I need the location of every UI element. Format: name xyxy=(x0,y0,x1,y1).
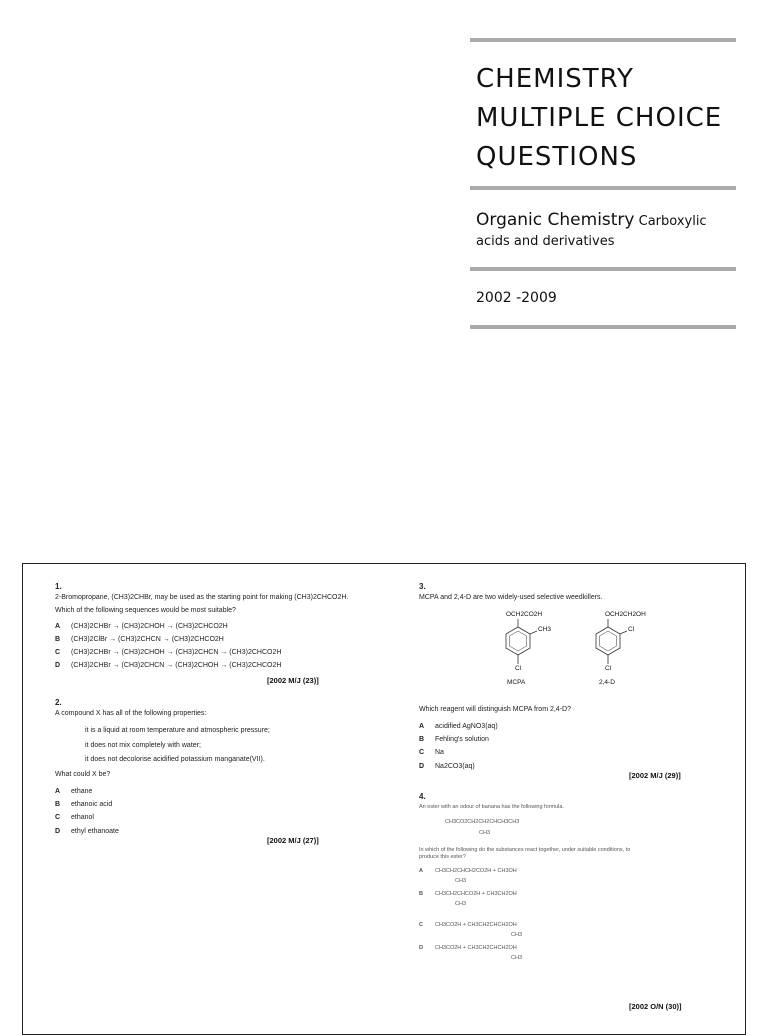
cover-subtitle-rest: Carboxylic acids and derivatives xyxy=(476,214,707,249)
option-a xyxy=(55,788,355,797)
option-letter: D xyxy=(55,662,61,670)
question-text: A compound X has all of the following properties: xyxy=(55,710,207,717)
option-letter: B xyxy=(419,891,423,898)
option-letter: C xyxy=(419,921,423,928)
option-c xyxy=(55,814,355,823)
option-text: ethyl ethanoate xyxy=(71,827,119,835)
option-text: CH3CH2CHCO2H + CH3CH2OH xyxy=(435,891,517,898)
question-number: 3. xyxy=(419,582,426,591)
option-text: (CH3)2CHBr → (CH3)2CHCN → (CH3)2CHOH → (CH3)2CHCO2H xyxy=(71,662,282,670)
mcpa-bottom-group: Cl xyxy=(515,665,522,672)
option-letter: D xyxy=(419,762,425,770)
option-text: ethanol xyxy=(71,814,94,822)
option-letter: D xyxy=(55,827,61,835)
option-text: ethanoic acid xyxy=(71,801,113,808)
cover-rule-3 xyxy=(470,267,736,271)
cover-rule-bottom xyxy=(470,325,736,329)
option-text: CH3CO2H + CH3CH2CHCH2OH xyxy=(435,944,517,951)
cover-title-line-3: QUESTIONS xyxy=(476,142,638,172)
ester-formula-branch: CH3 xyxy=(479,829,491,836)
option-b-branch: CH3 xyxy=(455,901,467,907)
option-text: CH3CO2H + CH3CH2CHCH2OH xyxy=(435,921,517,928)
question-2 xyxy=(55,698,355,841)
2-4-d-name: 2,4-D xyxy=(599,679,615,686)
question-text: 2-Bromopropane, (CH3)2CHBr, may be used as the starting point for making (CH3)2CHCO2H. xyxy=(55,594,349,601)
option-letter: A xyxy=(419,722,425,730)
cover-title-line-1: CHEMISTRY xyxy=(476,64,634,94)
question-4-reference: [2002 O/N (30)] xyxy=(629,1002,682,1011)
mcpa-side-group: CH3 xyxy=(538,626,552,633)
question-prompt: Which reagent will distinguish MCPA from 2,4-D? xyxy=(419,706,571,713)
option-d xyxy=(55,662,355,671)
option-letter: B xyxy=(55,635,61,643)
mcpa-structure xyxy=(491,611,581,691)
cover-years: 2002 -2009 xyxy=(476,290,557,306)
option-letter: B xyxy=(419,736,425,743)
option-text: (CH3)2ClBr → (CH3)2CHCN → (CH3)2CHCO2H xyxy=(71,635,224,643)
question-2-reference: [2002 M/J (27)] xyxy=(267,836,319,845)
option-text: Fehling's solution xyxy=(435,736,489,743)
option-c xyxy=(55,649,355,658)
option-letter: C xyxy=(55,649,61,656)
question-number: 4. xyxy=(419,792,426,801)
option-b xyxy=(419,736,719,745)
mcpa-name: MCPA xyxy=(507,679,526,686)
option-letter: A xyxy=(55,622,61,630)
option-text: ethane xyxy=(71,787,93,795)
cover-subtitle-main: Organic Chemistry xyxy=(476,210,635,230)
cover-rule-2 xyxy=(470,186,736,190)
2-4-d-top-group: OCH2CH2OH xyxy=(605,611,646,618)
option-text: acidified AgNO3(aq) xyxy=(435,722,498,730)
option-b xyxy=(55,636,355,645)
option-d xyxy=(419,945,719,952)
option-c xyxy=(419,922,719,929)
question-prompt: Which of the following sequences would be most suitable? xyxy=(55,606,236,614)
cover-subtitle xyxy=(476,210,734,249)
question-prompt: In which of the following do the substances react together, under suitable conditions, to produce this ester? xyxy=(419,846,631,860)
mcpa-top-group: OCH2CO2H xyxy=(506,611,543,618)
option-a-branch: CH3 xyxy=(455,878,467,885)
cover-title xyxy=(476,60,722,177)
option-d xyxy=(419,763,719,772)
question-4 xyxy=(419,792,719,961)
ester-formula: CH3CO2CH2CH2CHCH3CH3 xyxy=(445,818,520,825)
option-c xyxy=(419,749,719,758)
option-letter: B xyxy=(55,801,61,808)
question-1 xyxy=(55,582,355,676)
option-letter: D xyxy=(419,944,423,951)
option-a xyxy=(419,868,719,875)
question-3-options xyxy=(419,704,719,776)
question-3 xyxy=(419,582,719,607)
option-letter: C xyxy=(55,814,61,822)
option-text: (CH3)2CHBr → (CH3)2CHOH → (CH3)2CHCO2H xyxy=(71,622,228,630)
option-d xyxy=(55,828,355,837)
option-d-branch: CH3 xyxy=(511,954,523,961)
question-text: An ester with an odour of banana has the following formula. xyxy=(419,804,564,810)
option-a xyxy=(55,623,355,632)
option-b xyxy=(55,801,355,810)
question-number: 1. xyxy=(55,582,62,591)
2-4-d-structure xyxy=(595,611,695,691)
benzene-ring-icon xyxy=(491,611,581,691)
option-text: Na xyxy=(435,749,444,757)
option-letter: A xyxy=(55,787,61,795)
2-4-d-side-group: Cl xyxy=(628,626,635,633)
question-sheet xyxy=(22,563,746,1035)
2-4-d-bottom-group: Cl xyxy=(605,665,612,672)
option-text: CH3CH2CHCH2CO2H + CH3OH xyxy=(435,868,517,875)
option-letter: A xyxy=(419,868,423,875)
question-1-reference: [2002 M/J (23)] xyxy=(267,676,319,685)
property-2: it does not mix completely with water; xyxy=(85,741,201,749)
option-text: (CH3)2CHBr → (CH3)2CHOH → (CH3)2CHCN → (CH3)2CHCO2H xyxy=(71,649,282,656)
option-b xyxy=(419,891,719,898)
cover-title-line-2: MULTIPLE CHOICE xyxy=(476,103,723,133)
property-1: it is a liquid at room temperature and atmospheric pressure; xyxy=(85,726,270,734)
question-prompt: What could X be? xyxy=(55,771,111,778)
question-text: MCPA and 2,4-D are two widely-used selective weedkillers. xyxy=(419,594,603,601)
question-3-reference: [2002 M/J (29)] xyxy=(629,771,681,780)
question-number: 2. xyxy=(55,698,62,707)
option-letter: C xyxy=(419,749,425,757)
option-text: Na2CO3(aq) xyxy=(435,762,475,770)
property-3: it does not decolorise acidified potassium manganate(VII). xyxy=(85,756,265,764)
option-a xyxy=(419,723,719,732)
option-c-branch: CH3 xyxy=(511,931,523,938)
cover-rule-top xyxy=(470,38,736,42)
